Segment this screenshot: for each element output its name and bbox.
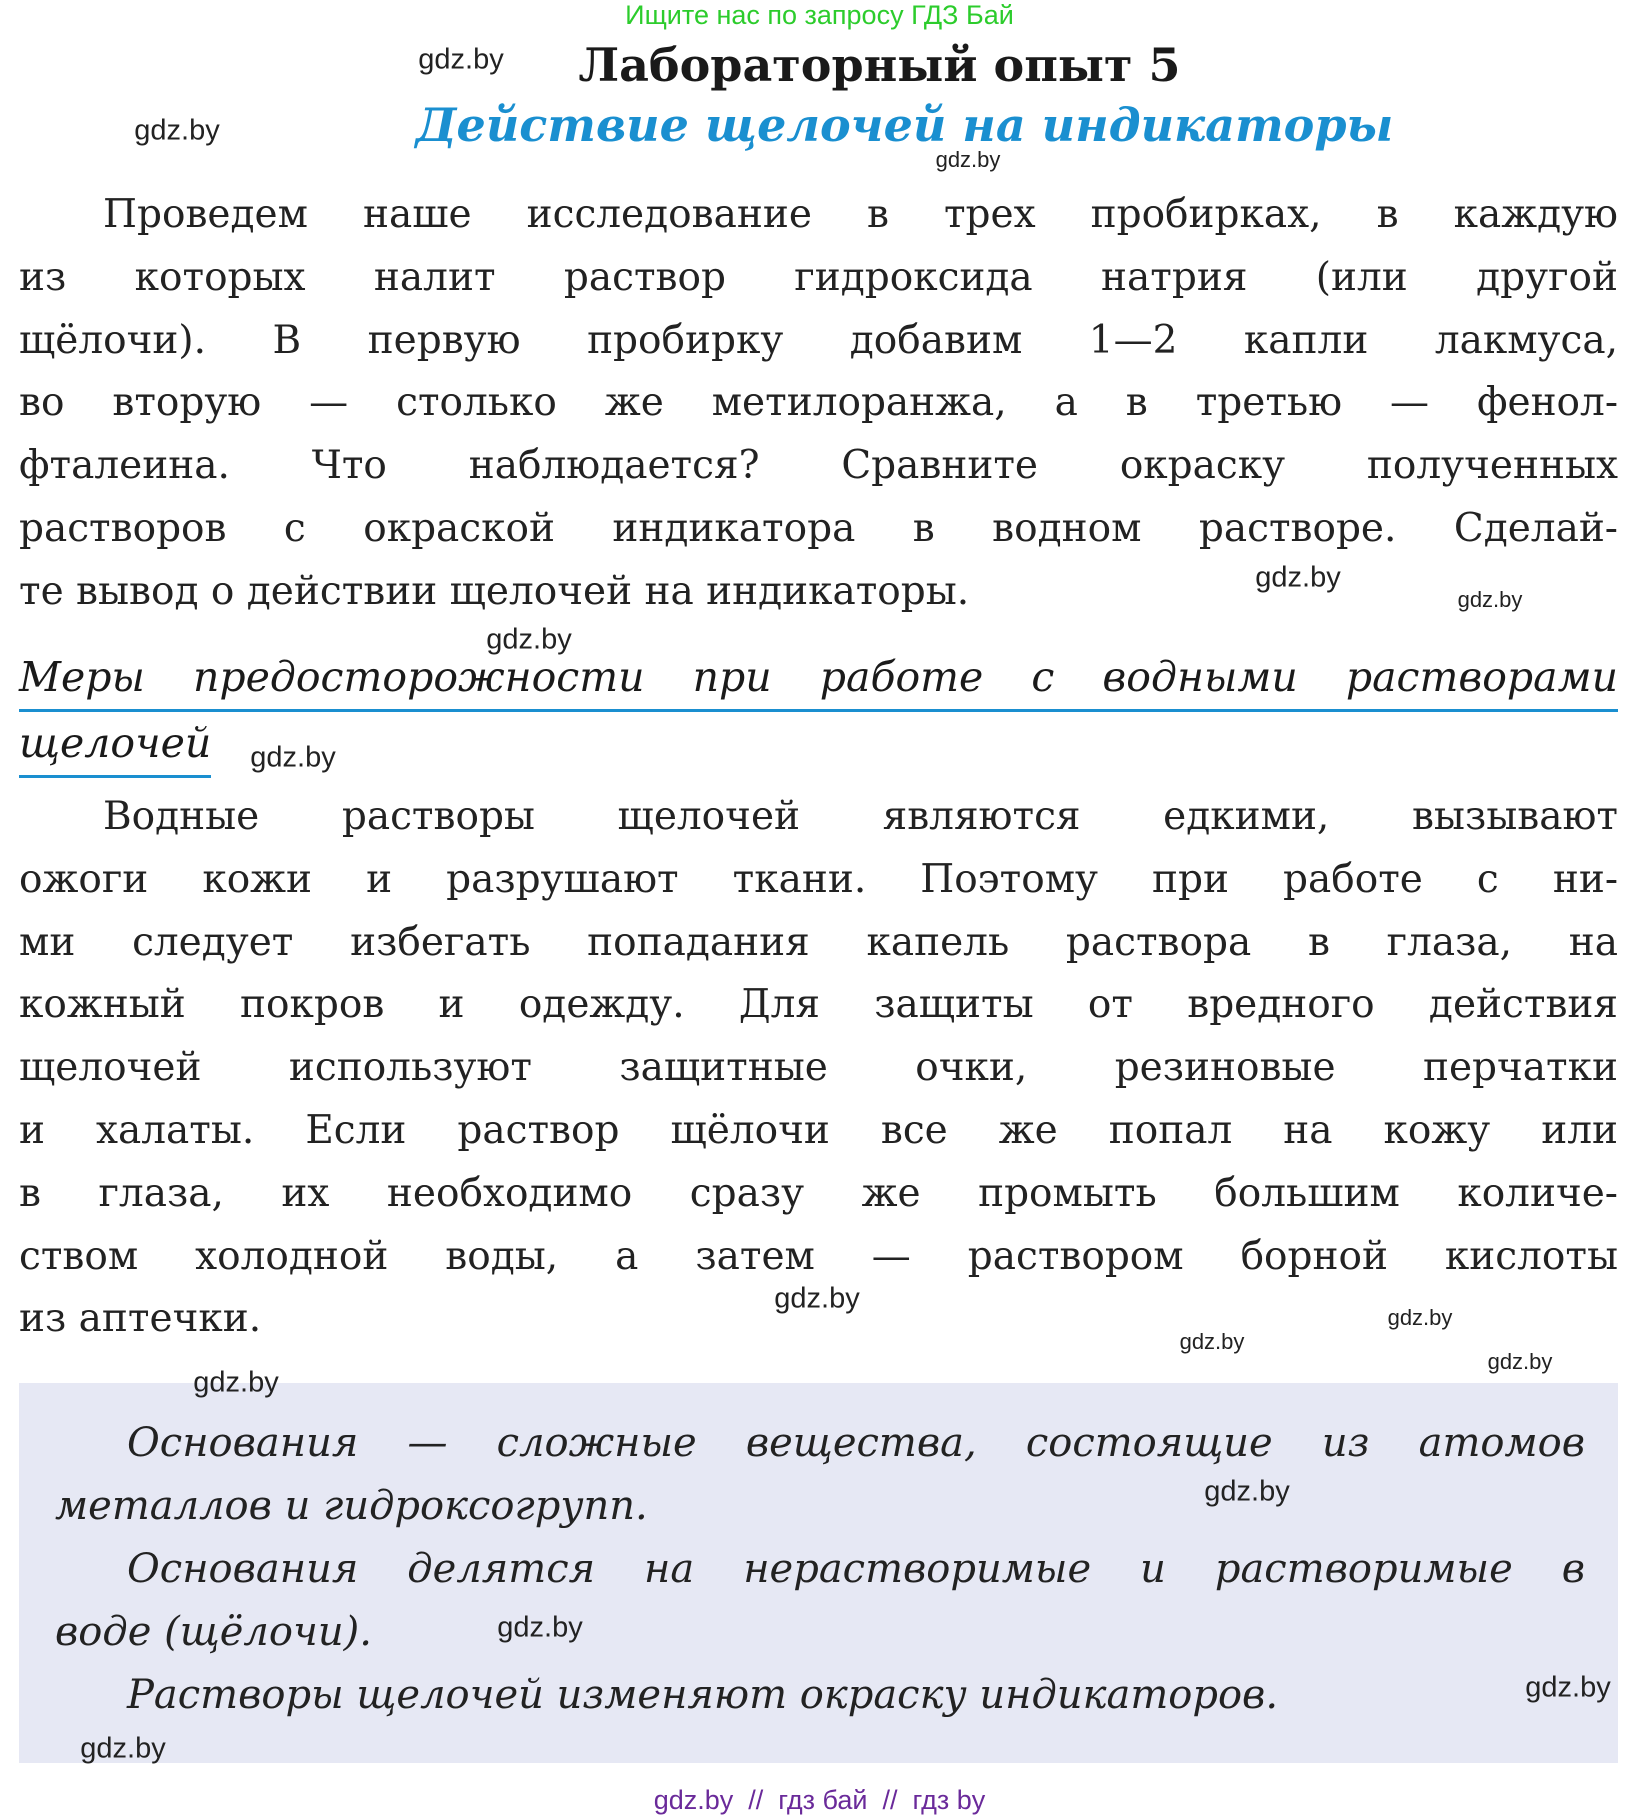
paragraph-safety [19, 786, 1618, 1351]
watermark: gdz.by [486, 623, 572, 656]
text-line: растворов с окраской индикатора в водном растворе. Сделай- [19, 505, 1618, 551]
summary-text [55, 1412, 1585, 1727]
watermark: gdz.by [935, 147, 1001, 172]
text-line: фталеина. Что наблюдается? Сравните окраску полученных [19, 443, 1618, 489]
watermark: gdz.by [1525, 1671, 1611, 1704]
watermark: gdz.by [1487, 1349, 1553, 1374]
heading-line: щелочей [19, 712, 211, 778]
summary-line: Основания — сложные вещества, состоящие из атомов [127, 1420, 1585, 1466]
watermark: gdz.by [193, 1366, 279, 1399]
summary-line: Основания делятся на нерастворимые и растворимые в [127, 1546, 1585, 1592]
page-title: Лабораторный опыт 5 [578, 38, 1181, 92]
text-line: во вторую — столько же метилоранжа, а в третью — фенол- [19, 380, 1618, 426]
text-line: кожный покров и одежду. Для защиты от вредного действия [19, 982, 1618, 1028]
watermark: gdz.by [1387, 1305, 1453, 1330]
text-line: Водные растворы щелочей являются едкими, вызывают [103, 794, 1618, 839]
footer-links: gdz.by // гдз бай // гдз by [653, 1785, 986, 1815]
watermark: gdz.by [1179, 1329, 1245, 1354]
watermark: gdz.by [1204, 1475, 1290, 1508]
page-subtitle: Действие щелочей на индикаторы [415, 98, 1394, 152]
text-line: из которых налит раствор гидроксида натрия (или другой [19, 254, 1618, 300]
text-line: из аптечки. [19, 1296, 262, 1342]
watermark: gdz.by [250, 741, 336, 774]
text-line: Проведем наше исследование в трех пробирках, в каждую [103, 192, 1618, 237]
summary-line: Растворы щелочей изменяют окраску индикаторов. [127, 1672, 1279, 1718]
watermark: gdz.by [1255, 561, 1341, 594]
text-line: те вывод о действии щелочей на индикаторы. [19, 568, 970, 614]
text-line: в глаза, их необходимо сразу же промыть большим количе- [19, 1170, 1618, 1216]
text-line: щелочей используют защитные очки, резиновые перчатки [19, 1045, 1618, 1091]
text-line: и халаты. Если раствор щёлочи все же попал на кожу или [19, 1107, 1618, 1153]
watermark: gdz.by [774, 1282, 860, 1315]
search-banner: Ищите нас по запросу ГДЗ Бай [625, 0, 1014, 30]
summary-line: воде (щёлочи). [55, 1609, 372, 1655]
watermark: gdz.by [1457, 587, 1523, 612]
watermark: gdz.by [418, 43, 504, 76]
heading-line: Меры предосторожности при работе с водными растворами [19, 646, 1618, 712]
text-line: щёлочи). В первую пробирку добавим 1—2 капли лакмуса, [19, 317, 1618, 363]
text-line: ством холодной воды, а затем — раствором борной кислоты [19, 1233, 1618, 1279]
summary-line: металлов и гидроксогрупп. [55, 1483, 648, 1529]
text-line: ми следует избегать попадания капель раствора в глаза, на [19, 919, 1618, 965]
watermark: gdz.by [80, 1732, 166, 1765]
paragraph-experiment [19, 184, 1618, 624]
text-line: ожоги кожи и разрушают ткани. Поэтому при работе с ни- [19, 856, 1618, 902]
watermark: gdz.by [497, 1611, 583, 1644]
watermark: gdz.by [134, 114, 220, 147]
